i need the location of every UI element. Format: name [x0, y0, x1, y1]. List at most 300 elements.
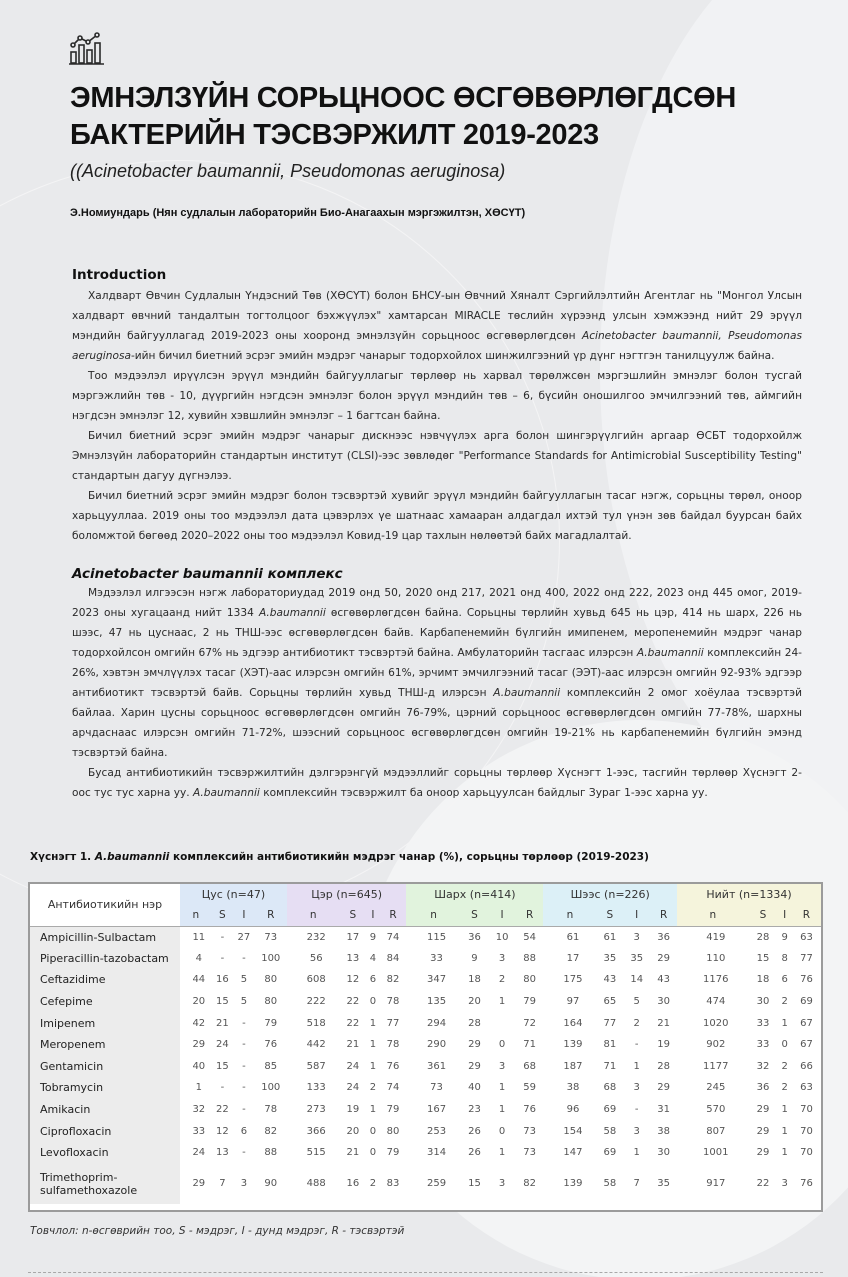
species-name: A.baumannii — [636, 647, 704, 659]
cell-s: 58 — [603, 1178, 617, 1190]
cell-n: 96 — [566, 1104, 580, 1116]
cell-r: 21 — [657, 1017, 670, 1029]
group-header-wound: Шарх (n=414) — [406, 884, 543, 905]
cell-i: 2 — [781, 1082, 788, 1094]
text: комплексийн 2 омог хоёулаа тэсвэртэй байлаа. Харин цусны сорьцноос өсгөвөрлөгдсөн омгийн 76-79%, цэрний сорьцноос өсгөвөрлөгдсөн омгийн 77-78%, шархны арчдаснаас илэрсэн омгийн 71-72%, шээсний сорьцноос өсгөвөрлөгдсөн омгийн 19-21% нь карбапенемийн бүлгийн эмэнд тэсвэртэй байна. — [72, 687, 803, 759]
cell-r: 73 — [523, 1125, 537, 1137]
cell-r: 79 — [386, 1104, 400, 1116]
text: Хүснэгт 1. — [30, 851, 95, 863]
cell-r: 68 — [523, 1060, 537, 1072]
cell-n: 347 — [426, 974, 447, 986]
cell-s: 33 — [756, 1039, 770, 1051]
cell-i: - — [242, 1060, 246, 1072]
species-name: A.baumannii — [493, 687, 561, 699]
cell-i: 4 — [369, 952, 377, 964]
cell-n: 366 — [306, 1125, 326, 1137]
cell-n: 139 — [563, 1039, 583, 1051]
cell-r: 79 — [523, 996, 537, 1008]
cell-s: 9 — [471, 952, 478, 964]
cell-r: 84 — [386, 952, 400, 964]
cell-n: 902 — [706, 1039, 726, 1051]
cell-r: 63 — [800, 931, 813, 943]
cell-i: 1 — [498, 1147, 506, 1159]
cell-r: 85 — [264, 1060, 278, 1072]
text: Бусад антибиотикийн тэсвэржилтийн дэлгэрэнгүй мэдээллийг сорьцны төрлөөр Хүснэгт 1-ээс, тасгийн төрлөөр Хүснэгт 2-оос тус тус харна уу. — [72, 767, 802, 799]
introduction-body — [72, 286, 802, 546]
cell-s: 33 — [756, 1017, 770, 1029]
table-row — [30, 1034, 821, 1056]
cell-i: - — [242, 1039, 246, 1051]
species-name: A.baumannii — [192, 787, 260, 799]
antibiotic-name: Tobramycin — [30, 1077, 180, 1099]
cell-n: 1 — [195, 1082, 202, 1094]
cell-s: 40 — [468, 1082, 481, 1094]
cell-n: 97 — [566, 996, 580, 1008]
cell-r: 67 — [800, 1017, 813, 1029]
cell-n: 42 — [192, 1017, 206, 1029]
paragraph: Тоо мэдээлэл ирүүлсэн эрүүл мэндийн байгууллагыг төрлөөр нь харвал төрөлжсөн мэргэшлийн эмнэлэг болон тусгай мэргэжлийн төв - 10, дүүргийн нэгдсэн эмнэлэг болон эрүүл мэндийн төв – 6, бүсийн оношилгоо эмчилгээний төв, аймгийн нэгдсэн эмнэлэг 12, хувийн хэвшлийн эмнэлэг – 1 багтсан байна. — [72, 370, 802, 422]
cell-s: 24 — [216, 1039, 229, 1051]
cell-i: 0 — [781, 1039, 788, 1051]
cell-i: - — [242, 1017, 246, 1029]
sub-header-i: I — [366, 905, 379, 926]
cell-s: 35 — [603, 952, 617, 964]
cell-n: 33 — [192, 1125, 206, 1137]
cell-i: 1 — [633, 1147, 640, 1159]
cell-i: 3 — [498, 952, 506, 964]
cell-i: 0 — [498, 1039, 506, 1051]
text: өсгөвөрлөгдсөн байна. Сорьцны төрлийн хувьд 645 нь цэр, 414 нь шарх, 226 нь шээс, 47 нь цуснаас, 2 нь ТНШ-ээс өсгөвөрлөгдсөн байв. Карбапенемийн бүлгийн имипенем, меропенемийн мэдрэг чанар тодорхойлсон омгийн 67% нь эдгээр антибиотикт тэсвэртэй байна. Амбулаторийн тасгаас илэрсэн — [72, 607, 802, 659]
table — [30, 884, 821, 1204]
cell-n: 135 — [426, 996, 447, 1008]
cell-s: 17 — [346, 931, 360, 943]
cell-n: 56 — [309, 952, 323, 964]
cell-i: 9 — [369, 931, 377, 943]
cell-n: 24 — [192, 1147, 206, 1159]
cell-n: 115 — [426, 931, 447, 943]
paragraph — [72, 763, 802, 803]
cell-s: 16 — [216, 974, 229, 986]
cell-s: 15 — [756, 952, 770, 964]
cell-i: 3 — [781, 1178, 788, 1190]
cell-i: - — [242, 1147, 246, 1159]
cell-r: 77 — [386, 1017, 400, 1029]
sub-header-r: R — [792, 905, 821, 926]
cell-r: 70 — [800, 1104, 813, 1116]
antibiotic-name: Meropenem — [30, 1034, 180, 1056]
cell-n: 259 — [426, 1178, 447, 1190]
cell-s: 36 — [756, 1082, 770, 1094]
table-row — [30, 969, 821, 991]
table-row — [30, 926, 821, 948]
cell-r: 59 — [523, 1082, 537, 1094]
cell-r: 73 — [264, 931, 278, 943]
cell-s: 29 — [756, 1147, 770, 1159]
cell-n: 154 — [563, 1125, 583, 1137]
cell-i: 1 — [781, 1104, 788, 1116]
cell-n: 175 — [563, 974, 583, 986]
antibiotic-name: Ampicillin-Sulbactam — [30, 926, 180, 948]
species-name: Acinetobacter baumannii, Pseudomonas aeruginosa — [72, 330, 802, 362]
cell-s: - — [220, 1082, 225, 1094]
cell-i: 3 — [633, 1082, 640, 1094]
cell-s: 29 — [468, 1039, 481, 1051]
column-header-antibiotic: Антибиотикийн нэр — [30, 884, 180, 926]
cell-r: 82 — [264, 1125, 278, 1137]
antibiotic-name: Levofloxacin — [30, 1142, 180, 1164]
cell-n: 442 — [306, 1039, 326, 1051]
cell-r: 80 — [264, 974, 278, 986]
table-row — [30, 948, 821, 970]
cell-r: 73 — [523, 1147, 537, 1159]
cell-s: 21 — [346, 1147, 360, 1159]
cell-n: 164 — [563, 1017, 583, 1029]
cell-i: 6 — [781, 974, 788, 986]
text: Мэдээлэл илгээсэн нэгж лабораториудад 2019 онд 50, 2020 онд 217, 2021 онд 400, 2022 онд 222, 2023 онд 445 омог, 2019-2023 оны хугацаанд нийт 1334 — [72, 587, 802, 619]
cell-i: 8 — [781, 952, 788, 964]
cell-s: 20 — [468, 996, 481, 1008]
cell-r: 19 — [657, 1039, 670, 1051]
cell-n: 587 — [306, 1060, 326, 1072]
page-title — [70, 80, 790, 154]
cell-i: 0 — [369, 1147, 377, 1159]
sub-header-s: S — [461, 905, 489, 926]
cell-s: 19 — [346, 1104, 360, 1116]
divider — [28, 1272, 823, 1273]
acinetobacter-body — [72, 583, 802, 803]
cell-i: - — [634, 1039, 639, 1051]
cell-r: 54 — [523, 931, 537, 943]
cell-i: 9 — [781, 931, 788, 943]
cell-s: 22 — [756, 1178, 770, 1190]
cell-s: 29 — [756, 1104, 770, 1116]
cell-r: 74 — [386, 1082, 400, 1094]
cell-n: 38 — [566, 1082, 580, 1094]
text: Халдварт Өвчин Судлалын Үндэсний Төв (ХӨСҮТ) болон БНСУ-ын Өвчний Хяналт Сэргийлэлтийн Агентлаг нь "Монгол Улсын халдварт өвчний тандалтын тогтолцоог бэхжүүлэх" хамтарсан MIRACLE төслийн хүрээнд улсын хэмжээнд нийт 29 эрүүл мэндийн байгууллагад 2019-2023 оны хооронд эмнэлзүйн сорьцноос өсгөвөрлөгдсөн — [72, 290, 802, 342]
cell-s: 13 — [346, 952, 360, 964]
cell-s: 21 — [346, 1039, 360, 1051]
cell-s: - — [220, 952, 225, 964]
cell-r: 63 — [800, 1082, 813, 1094]
table-row — [30, 991, 821, 1013]
cell-r: 29 — [657, 952, 670, 964]
antibiotic-name-line: sulfamethoxazole — [40, 1183, 138, 1197]
cell-r: 90 — [264, 1178, 278, 1190]
cell-i: 2 — [781, 996, 788, 1008]
text: комплексийн 24-26%, хэвтэн эмчлүүлэх тасаг (ХЭТ)-аас илэрсэн омгийн 61%, эрчимт эмчилгээний тасаг (ЭЭТ)-аас илэрсэн омгийн 92-93% эдгээр антибиотикт тэсвэртэй байв. Сорьцны төрлийн хувьд ТНШ-д илэрсэн — [72, 647, 803, 699]
cell-s: 21 — [216, 1017, 229, 1029]
cell-n: 44 — [192, 974, 206, 986]
antibiotic-name: Gentamicin — [30, 1056, 180, 1078]
cell-s: 24 — [346, 1082, 360, 1094]
cell-n: 40 — [192, 1060, 206, 1072]
antibiotic-name: Cefepime — [30, 991, 180, 1013]
cell-n: 807 — [706, 1125, 726, 1137]
cell-i: 2 — [369, 1178, 377, 1190]
paragraph: Бичил биетний эсрэг эмийн мэдрэг болон тэсвэртэй хувийг эрүүл мэндийн байгууллагын тасаг нэгж, сорьцны төрөл, оноор харьцууллаа. 2019 оны тоо мэдээлэл дата цэвэрлэх үе шатнаас хамааран алдагдал ихтэй тул үнэн зөв байдал буурсан байх боломжтой бөгөөд 2020–2022 оны тоо мэдээлэл Ковид-19 цар тахлын нөлөөтэй байх магадлалтай. — [72, 490, 802, 542]
cell-n: 222 — [306, 996, 326, 1008]
cell-n: 488 — [306, 1178, 326, 1190]
antibiotic-name-line: Trimethoprim- — [40, 1170, 118, 1184]
sub-header-i: I — [488, 905, 516, 926]
sub-header-s: S — [596, 905, 623, 926]
cell-n: 245 — [706, 1082, 726, 1094]
cell-r: 30 — [657, 1147, 670, 1159]
cell-s: 18 — [756, 974, 770, 986]
cell-n: 474 — [706, 996, 726, 1008]
cell-s: 18 — [468, 974, 481, 986]
table-caption — [30, 851, 649, 863]
cell-r: 69 — [800, 996, 813, 1008]
section-heading-introduction: Introduction — [72, 267, 167, 283]
cell-n: 232 — [306, 931, 326, 943]
cell-i: - — [242, 1082, 246, 1094]
cell-n: 61 — [566, 931, 580, 943]
cell-r: 38 — [657, 1125, 670, 1137]
cell-s: 81 — [603, 1039, 617, 1051]
cell-i: 3 — [498, 1060, 506, 1072]
cell-n: 1177 — [703, 1060, 729, 1072]
cell-s: 15 — [216, 1060, 229, 1072]
cell-r: 88 — [523, 952, 537, 964]
cell-r: 100 — [261, 952, 281, 964]
cell-n: 110 — [706, 952, 726, 964]
cell-s: - — [220, 931, 225, 943]
cell-n: 253 — [426, 1125, 447, 1137]
table-footnote: Товчлол: n-өсгөврийн тоо, S - мэдрэг, I - дунд мэдрэг, R - тэсвэртэй — [30, 1225, 405, 1237]
cell-r: 77 — [800, 952, 813, 964]
cell-i: 1 — [369, 1104, 377, 1116]
cell-r: 76 — [264, 1039, 278, 1051]
cell-r: 76 — [386, 1060, 400, 1072]
cell-r: 88 — [264, 1147, 278, 1159]
table-row — [30, 1012, 821, 1034]
cell-n: 917 — [706, 1178, 726, 1190]
cell-i: 5 — [633, 996, 640, 1008]
table-row — [30, 1164, 821, 1204]
cell-s: 7 — [219, 1178, 226, 1190]
sub-header-n: n — [180, 905, 212, 926]
cell-i: 1 — [498, 1104, 506, 1116]
cell-s: 22 — [346, 1017, 360, 1029]
cell-i: 3 — [498, 1178, 506, 1190]
cell-r: 28 — [657, 1060, 670, 1072]
cell-n: 294 — [426, 1017, 447, 1029]
cell-s: 77 — [603, 1017, 617, 1029]
cell-i: - — [242, 1104, 246, 1116]
sub-header-n: n — [543, 905, 596, 926]
cell-i: 1 — [781, 1147, 788, 1159]
cell-n: 33 — [430, 952, 443, 964]
antibiotic-name: Imipenem — [30, 1012, 180, 1034]
sub-header-s: S — [340, 905, 367, 926]
antibiotic-name: Ciprofloxacin — [30, 1120, 180, 1142]
subtitle: ((Acinetobacter baumannii, Pseudomonas aeruginosa) — [70, 161, 506, 181]
cell-r: 78 — [386, 1039, 400, 1051]
cell-i: 0 — [369, 1125, 377, 1137]
table-row — [30, 1099, 821, 1121]
cell-s: 71 — [603, 1060, 617, 1072]
cell-s: 15 — [216, 996, 229, 1008]
text: комплексийн антибиотикийн мэдрэг чанар (%), сорьцны төрлөөр (2019-2023) — [169, 851, 649, 863]
cell-s: 58 — [603, 1125, 617, 1137]
cell-n: 147 — [563, 1147, 583, 1159]
cell-i: 27 — [237, 931, 251, 943]
cell-s: 28 — [756, 931, 770, 943]
text: -ийн бичил биетний эсрэг эмийн мэдрэг чанарыг тодорхойлох шинжилгээний үр дүнг нэгтгэн танилцуулж байна. — [130, 350, 775, 362]
group-header-urine: Шээс (n=226) — [543, 884, 677, 905]
cell-s: 29 — [756, 1125, 770, 1137]
cell-i: 1 — [781, 1017, 788, 1029]
title-line-2: БАКТЕРИЙН ТЭСВЭРЖИЛТ 2019-2023 — [70, 119, 599, 151]
sub-header-i: I — [233, 905, 255, 926]
cell-i: 1 — [369, 1039, 377, 1051]
cell-r: 70 — [800, 1125, 813, 1137]
cell-s: 28 — [468, 1017, 481, 1029]
sub-header-s: S — [212, 905, 234, 926]
cell-r: 100 — [261, 1082, 281, 1094]
cell-r: 74 — [386, 931, 400, 943]
cell-r: 36 — [657, 931, 670, 943]
cell-r: 43 — [657, 974, 670, 986]
cell-n: 515 — [306, 1147, 326, 1159]
cell-n: 167 — [426, 1104, 447, 1116]
cell-r: 76 — [800, 1178, 813, 1190]
cell-n: 187 — [563, 1060, 583, 1072]
cell-n: 29 — [192, 1039, 206, 1051]
sub-header-r: R — [650, 905, 677, 926]
cell-r: 80 — [386, 1125, 400, 1137]
cell-n: 1020 — [703, 1017, 729, 1029]
cell-n: 419 — [706, 931, 726, 943]
sub-header-r: R — [516, 905, 544, 926]
cell-s: 68 — [603, 1082, 617, 1094]
title-line-1: ЭМНЭЛЗҮЙН СОРЬЦНООС ӨСГӨВӨРЛӨГДСӨН — [70, 82, 736, 114]
cell-n: 29 — [192, 1178, 206, 1190]
cell-i: 1 — [369, 1060, 377, 1072]
cell-r: 82 — [523, 1178, 537, 1190]
paragraph: Бичил биетний эсрэг эмийн мэдрэг чанарыг дискнээс нэвчүүлэх арга болон шингэрүүлгийн аргаар ӨСБТ тодорхойлж Эмнэлзүйн лабораторийн стандартын институт (CLSI)-ээс зөвлөдөг "Performance Standards for Antimicrobial Susceptibility Testing" стандартын дагуу дүгнэлээ. — [72, 430, 802, 482]
cell-n: 73 — [430, 1082, 443, 1094]
cell-s: 15 — [468, 1178, 481, 1190]
cell-s: 22 — [216, 1104, 229, 1116]
table-row — [30, 1056, 821, 1078]
species-name: A.baumannii — [94, 851, 170, 863]
group-header-total: Нийт (n=1334) — [677, 884, 821, 905]
cell-i — [488, 1012, 516, 1034]
text: комплексийн тэсвэржилт ба оноор харьцуулсан байдлыг Зураг 1-ээс харна уу. — [259, 787, 708, 799]
cell-s: 24 — [346, 1060, 360, 1072]
cell-s: 43 — [603, 974, 617, 986]
cell-s: 23 — [468, 1104, 481, 1116]
table-row — [30, 1120, 821, 1142]
sub-header-s: S — [749, 905, 778, 926]
cell-i: 1 — [633, 1060, 640, 1072]
cell-r: 79 — [264, 1017, 278, 1029]
sub-header-i: I — [777, 905, 791, 926]
cell-r: 30 — [657, 996, 670, 1008]
sub-header-r: R — [255, 905, 287, 926]
cell-i: 1 — [369, 1017, 377, 1029]
susceptibility-table — [28, 882, 823, 1212]
cell-i: 1 — [498, 996, 506, 1008]
group-header-sputum: Цэр (n=645) — [287, 884, 406, 905]
cell-r: 67 — [800, 1039, 813, 1051]
cell-i: 1 — [781, 1125, 788, 1137]
cell-i: 5 — [240, 996, 248, 1008]
cell-n: 608 — [306, 974, 326, 986]
cell-i: 7 — [633, 1178, 640, 1190]
cell-n: 314 — [426, 1147, 447, 1159]
cell-r: 78 — [386, 996, 400, 1008]
cell-s: 26 — [468, 1147, 481, 1159]
cell-i: 0 — [369, 996, 377, 1008]
species-name: A.baumannii — [258, 607, 326, 619]
cell-s: 12 — [216, 1125, 229, 1137]
section-heading-acinetobacter: Acinetobacter baumannii комплекс — [72, 566, 343, 582]
cell-n: 133 — [306, 1082, 326, 1094]
cell-s: 29 — [468, 1060, 481, 1072]
cell-s: 32 — [756, 1060, 770, 1072]
cell-i: - — [634, 1104, 639, 1116]
sub-header-r: R — [380, 905, 407, 926]
cell-r: 78 — [264, 1104, 278, 1116]
cell-r: 76 — [523, 1104, 537, 1116]
sub-header-n: n — [406, 905, 460, 926]
sub-header-n: n — [677, 905, 748, 926]
bar-line-chart-icon — [68, 30, 106, 66]
cell-r: 76 — [800, 974, 813, 986]
cell-i: 3 — [633, 931, 640, 943]
cell-s: 12 — [346, 974, 360, 986]
cell-i: 10 — [495, 931, 509, 943]
cell-s: 26 — [468, 1125, 481, 1137]
cell-r: 71 — [523, 1039, 537, 1051]
cell-i: 35 — [630, 952, 644, 964]
cell-n: 11 — [192, 931, 206, 943]
cell-i: 3 — [240, 1178, 248, 1190]
author-line: Э.Номиундарь (Нян судлалын лабораторийн Био-Анагаахын мэргэжилтэн, ХӨСҮТ) — [70, 207, 526, 219]
paragraph — [72, 286, 802, 366]
cell-r: 82 — [386, 974, 400, 986]
sub-header-n: n — [287, 905, 340, 926]
cell-n: 290 — [426, 1039, 447, 1051]
cell-i: 5 — [240, 974, 248, 986]
cell-r: 31 — [657, 1104, 670, 1116]
cell-i: - — [242, 952, 246, 964]
table-row — [30, 1142, 821, 1164]
cell-s: 30 — [756, 996, 770, 1008]
cell-i: 3 — [633, 1125, 640, 1137]
cell-r: 66 — [800, 1060, 813, 1072]
cell-i: 1 — [498, 1082, 506, 1094]
cell-s: 16 — [346, 1178, 360, 1190]
antibiotic-name — [30, 1164, 180, 1204]
cell-s: 69 — [603, 1147, 617, 1159]
cell-r: 70 — [800, 1147, 813, 1159]
cell-n: 139 — [563, 1178, 583, 1190]
cell-n: 4 — [195, 952, 202, 964]
table-row — [30, 1077, 821, 1099]
cell-r: 29 — [657, 1082, 670, 1094]
antibiotic-name: Amikacin — [30, 1099, 180, 1121]
cell-i: 0 — [498, 1125, 506, 1137]
group-header-blood: Цус (n=47) — [180, 884, 287, 905]
cell-s: 22 — [346, 996, 360, 1008]
cell-i: 2 — [781, 1060, 788, 1072]
cell-i: 14 — [630, 974, 644, 986]
cell-r: 72 — [523, 1017, 537, 1029]
